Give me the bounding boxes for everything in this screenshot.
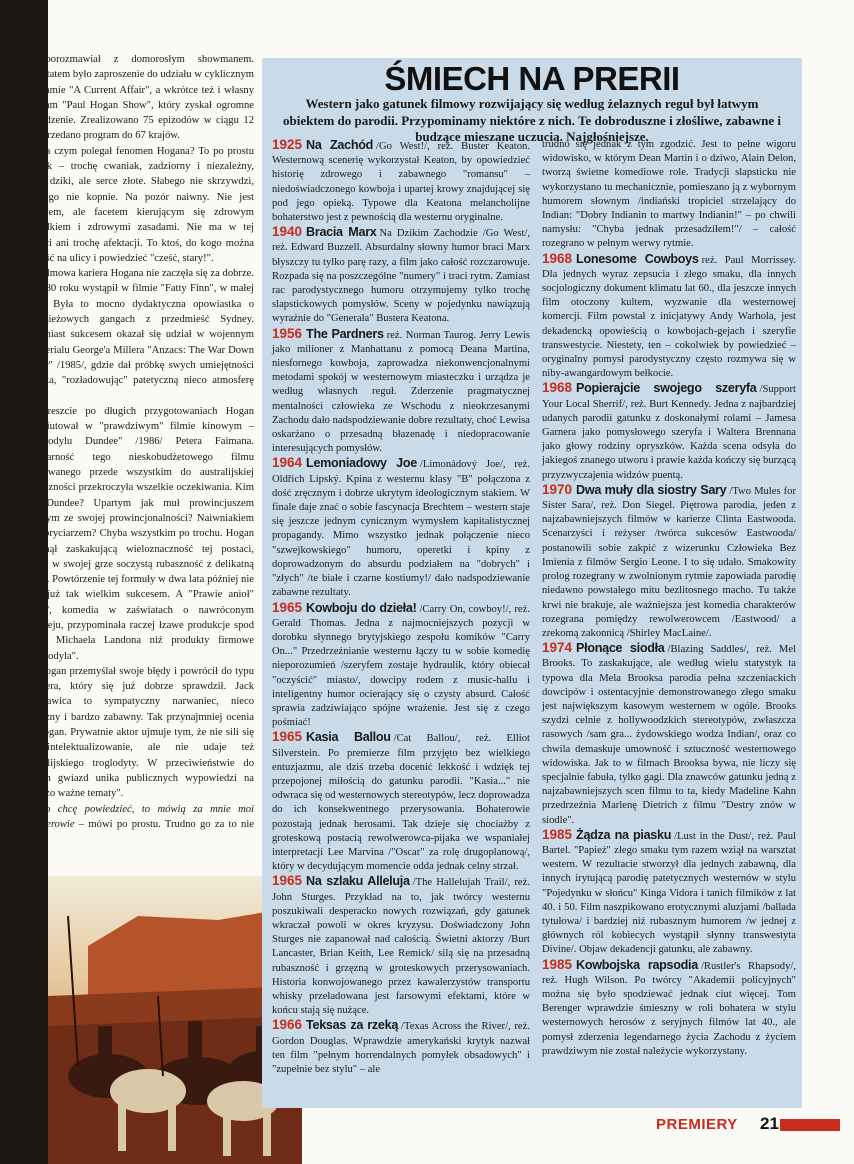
entry-year: 1968 <box>542 250 573 266</box>
article-paragraph: Na czym polegał fenomen Hogana? To po prostu swojak – trochę cwaniak, zadziorny i niezależny, nieco dziki, ale serce złote. Słabego nie skrzywdzi, leżącego nie kopnie. Na pozór naiwny. Nie jest mędrcem, ale facetem kierującym się zdrowym rozsądkiem i zdrowymi zasadami. Nie ma w tej postaci ani trochę afektacji. To ktoś, do kogo można podejść na ulicy i powiedzieć "cześć, stary!". <box>22 145 254 264</box>
entry-text: /Support Your Local Sherrif/, reż. Burt Kennedy. Jedna z najbardziej udanych parodii gatunku z doskonałymi rolami – Jamesa Garnera jako pomysłowego szeryfa i Waltera Brennana jako głowy rodziny opryszków. Każda scena odsyła do jakiegoś znanego utworu i prawie każda kończy się burzącą przyzwyczajenia widzów puentą. <box>542 384 796 481</box>
entry-text: /Two Mules for Sister Sara/, reż. Don Siegel. Piętrowa parodia, jeden z najzabawniejszych filmów w karierze Clinta Eastwooda. Scenarzyści i reżyser /twórca sukcesów Eastwooda/ postanowili sobie zakpić z wizerunku Człowieka Bez Imienia z filmów Sergio Leone. I to się udało. Smakowity prolog rozegrany w zwolnionym rytmie zapowiada parodię niedawno powstałego mitu bezlitosnego macho. Tu także krwi nie brakuje, ale ważniejsza jest komedia charakterów rozegrana pomiędzy rewolwerowcem /Eastwood/ a zrekomą zakonnicą /Shirley MacLaine/. <box>542 485 796 639</box>
entry-title: Na szlaku Alleluja <box>306 874 410 889</box>
entry-title: Teksas za rzeką <box>306 1018 399 1033</box>
entry-title: Kowbojska rapsodia <box>576 957 698 972</box>
entry-text: reż. Norman Taurog. Jerry Lewis jako milioner z Manhattanu z pomocą Deana Martina, niesfornego kowboja, zaprowadza niekonwencjonalnymi metodami spokój w westernowym miasteczku i urządza je według własnych reguł. Zderzenie pragmatycznej mentalności człowieka ze Wschodu z nieokrzesanymi Zachodu dało nadspodziewanie dobre rezultaty, choć Lewisa oskarżano o przesadną błazenadę i niedopracowanie interesujących pomysłów. <box>272 329 531 455</box>
entry-text: /Texas Across the River/, reż. Gordon Douglas. Wprawdzie amerykański krytyk nazwał ten film "pełnym horrendalnych pomyłek obsadowych" i "zupełnie bez stylu" – ale <box>272 1021 530 1075</box>
page-number: 21 <box>760 1114 779 1133</box>
entry-title: Płonące siodła <box>576 641 665 656</box>
entry-title: Popierajcie swojego szeryfa <box>576 381 757 396</box>
entry-year: 1925 <box>272 137 303 152</box>
entry-title: Bracia Marx <box>306 225 377 240</box>
film-entry <box>542 958 796 1059</box>
entry-year: 1968 <box>542 380 573 396</box>
entry-year: 1965 <box>272 873 303 889</box>
entry-year: 1965 <box>272 599 303 615</box>
entry-text: /Carry On, cowboy!/, reż. Gerald Thomas. Jedna z najmocniejszych pozycji w dorobku słynnego brytyjskiego zespołu komików "Carry On..." Przedrzeźnianie westernu łączy tu w sobie komedię nieporozumień /szeryfem zostaje hydraulik, który obiecał "oczyścić" miasto/, dowcipy rodem z music-hallu i inteligentny humor ocierający się o czysty absurd. Całość sprawia zadziwiająco spójne wrażenie. Jest się z czego pośmiać! <box>272 603 530 729</box>
article-paragraph: Filmowa kariera Hogana nie zaczęła się za dobrze. W 1980 roku wystąpił w filmie "Fatty Finn", w małej rólce. Była to mocno dydaktyczna opowiastka o młodzieżowych gangach z przedmieść Sydney. Natomiast sukcesem okazał się udział w wojennym miniserialu George'a Millera "Anzacs: The War Down Under" /1985/, gdzie dał próbkę swych umiejętności komika, "rozładowując" patetyczną nieco atmosferę filmu. <box>22 268 254 402</box>
article-paragraph: Wreszcie po długich przygotowaniach Hogan zadebiutował w "prawdziwym" filmie kinowym – "Krokodylu Dundee" /1986/ Petera Faimana. Popularność tego nieskobudżetowego filmu skierowanego przede wszystkim do australijskiej publiczności przekroczyła wszelkie oczekiwania. Kim jest Dundee? Upartym jak muł prowincjuszem dumnym ze swojej prowincjonalności? Naiwniakiem czy spryciarzem? Chyba wszystkim po trochu. Hogan osiągnął zaskakującą wieloznaczność tej postaci, łącząc w swojej grze soczystą rubaszność z delikatną ironią. Powtórzenie tej formuły w dwa lata później nie było już tak wielkim sukcesem. A "Prawie anioł" /1990/, komedia w zaświatach o nawróconym złodzieju, przypominała raczej łzawe produkcje spod znaku Michaela Landona niż produkty firmowe "Krokodyla". <box>22 405 254 662</box>
entry-text: /Cat Ballou/, reż. Elliot Silverstein. Po premierze film przyjęto bez wielkiego entuzjazmu, ale dziś trzeba docenić lekkość i wdzięk tej przepojonej miłością do gatunku parodii. "Kasia..." nie odwraca się od westernowych stereotypów, lecz doprowadza do ich konsekwentnego przerysowania. Bohaterowie pozostają jednak herosami. Tak dzieje się chociażby z groteskową postacią rewolwerowca-pijaka we wspaniałej interpretacji Lee Marvina /"Oscar" za rolę drugoplanową/, który w decydującym momencie odda jednak celny strzał. <box>272 733 530 873</box>
entry-title: Żądza na piasku <box>576 827 672 842</box>
entry-text: reż. Paul Morrissey. Dla jednych wyraz zepsucia i złego smaku, dla innych socjologiczny dokument klimatu lat 60., dla jeszcze innych film otoczony kultem, wyzwanie dla westernowej komercji. Film powstał z inicjatywy Andy Warhola, jest dekadencką opowieścią o kowbojach-gejach i szeryfie transwestycie. Niestety, ten – cokolwiek by powiedzieć – oryginalny pomysł parodystyczny często rozmywa się w niby-awangardowym bełkocie. <box>542 254 796 380</box>
entry-continuation: trudno się jednak z tym zgodzić. Jest to pełne wigoru widowisko, w którym Dean Martin i o dziwo, Alain Delon, tworzą świetne komediowe role. Tradycji slapsticku nie wykorzystano tu mechanicznie, pomieszano ją z wybornym humorem słownym /indiański tropiciel strzelający do Indian: "Dobry Indianin to martwy Indianin!" – po chwili namysłu: "Chyba jednak przesadziłem!"/ – całość rozegrano w pełnym werwy rytmie. <box>542 139 796 250</box>
entry-title: Lonesome Cowboys <box>576 251 699 266</box>
film-entry <box>542 641 796 828</box>
entry-year: 1964 <box>272 455 303 471</box>
sidebar-column-left <box>272 138 530 1077</box>
entry-year: 1966 <box>272 1017 303 1033</box>
entry-year: 1970 <box>542 481 573 497</box>
entry-text: /The Hallelujah Trail/, reż. John Sturges. Przykład na to, jak twórcy westernu poszukiwali desperacko nowych rozwiązań, gdy gatunek wkraczał powoli w okres kryzysu. Doświadczony John Sturges nie zapanował nad całością. Świetni aktorzy /Burt Lancaster, Brian Keith, Lee Remick/ silą się na przesadną rubaszność i grzęzną w groteskowych przerysowaniach. Historia konwojowanego przez kawalerzystów transportu whisky przeładowana jest farsowymi efektami, które w końcu stają się nużące. <box>272 877 530 1017</box>
entry-title: Kowboju do dzieła! <box>306 600 417 615</box>
article-paragraph: by porozmawiał z domorosłym showmanem. Rezultatem było zaproszenie do udziału w cyklicznym programie "A Current Affair", a wkrótce też i własny program "Paul Hogan Show", który zyskał ogromne powodzenie. Zrealizowano 75 epizodów w ciągu 12 lat, sprzedano program do 67 krajów. <box>22 54 254 142</box>
entry-text: Na Dzikim Zachodzie /Go West/, reż. Edward Buzzell. Absurdalny słowny humor braci Marx błyszczy tu tylko parę razy, a film jako całość rozczarowuje. Rozpada się na poszczególne "numery" i traci rytm. Zamiast rac parodystycznego humoru otrzymujemy tylko trochę slapstickowych pomysłów. Sceny w pojedynku nawiązują wyraźnie do "Generała" Bustera Keatona. <box>272 228 530 325</box>
article-paragraph: Hogan przemyślał swoje błędy i powrócił do typu bohatera, który się już dobrze sprawdził. Jack Błyskawica to sympatyczny narwaniec, nieco cyniczny i bardzo zabawny. Tak przynajmniej ocenia go Hogan. Prywatnie aktor ujmuje tym, że nie sili się na intelektualizowanie, ale nie udaje też australijskiego troglodyty. W przeciwieństwie do innych gwiazd unika publicznych wypowiedzi na "bardzo ważne tematy". <box>22 665 254 800</box>
entry-text: /Limonádový Joe/, reż. Oldřich Lipský. Kpina z westernu klasy "B" połączona z dość zręcznym i dobrze ukrytym ideologicznym stakiem. W finale daje znać o sobie fascynacja Brechtem – western staje się jeszcze jednym cynicznym wymysłem kapitalistycznej propagandy. Mimo wszystko jednak połączenie nieco "szwejkowskiego" humoru, operetki i kpiny z doprowadzonym do absurdu podziałem na "dobrych" i "złych" /te białe i czarne kostiumy!/ dało nadspodziewanie zabawne rezultaty. <box>272 459 530 599</box>
film-entry <box>272 601 530 731</box>
entry-year: 1965 <box>272 729 303 745</box>
footer-accent-bar <box>780 1119 840 1131</box>
article-column <box>22 52 254 847</box>
article-closing <box>22 802 254 848</box>
film-entry <box>272 225 530 326</box>
film-entry <box>272 456 530 600</box>
sidebar-intro: Western jako gatunek filmowy rozwijający się według żelaznych reguł był łatwym obiektem do parodii. Przypominamy niektóre z nich. Te dobroduszne i złośliwe, zabawne i budzące mieszane uczucia. Najgłośniejsze. <box>283 96 781 144</box>
entry-year: 1956 <box>272 325 303 341</box>
entry-year: 1940 <box>272 224 303 240</box>
entry-text: /Go West!/, reż. Buster Keaton. Westernową scenerię wykorzystał Keaton, by opowiedzieć historię zdrowego i zabawnego "romansu" – niedoświadczonego kowboja i upartej krowy znajdującej się pod jego opieką. Typowe dla Keatona melancholijne bohaterstwo jest z pewnością dla westernu oryginalne. <box>272 141 530 224</box>
film-entry <box>272 874 530 1018</box>
entry-year: 1985 <box>542 826 573 842</box>
entry-year: 1985 <box>542 956 573 972</box>
film-entry <box>542 828 796 958</box>
entry-title: Kasia Ballou <box>306 730 391 745</box>
entry-text: /Blazing Saddles/, reż. Mel Brooks. To zaskakujące, ale według wielu statystyk ta typowa dla Mela Brooksa parodia pełna szczeniackich dowcipów i ostentacyjnie demonstrowanego złego smaku jest największym kasowym westernem w ogóle. Brooks szydzi celnie z hollywoodzkich stereotypów, zwłaszcza rasowych /sam gra... żydowskiego wodza Indian/, oraz co chwila demaskuje umowność i sztuczność westernowego widowiska. Jak to w filmach Brooksa bywa, nie liczy się specjalnie fabuła, tylko gagi. Dla znawców gatunku jedną z najzabawniejszych scen filmu to ta, kiedy Madeline Kahn przedrzeźnia Marlenę Dietrich z filmu "Destry znów w siodle". <box>542 644 796 826</box>
entry-title: The Pardners <box>306 326 384 341</box>
entry-title: Na Zachód <box>306 138 374 152</box>
sidebar-column-right <box>542 138 796 1059</box>
sidebar-title: ŚMIECH NA PRERII <box>384 60 680 97</box>
entry-text: /Lust in the Dust/, reż. Paul Bartel. "Papież" złego smaku tym razem wziął na warsztat western. W rezultacie stworzył dla jednych zabawną, dla innych irytującą parodię patetycznych westernów w stylu "Pojedynku w słońcu" Kinga Vidora i tanich filmików z lat 40. i 50. Film naszpikowano erotycznymi aluzjami /ballada tytułowa/ i bardziej niż rubasznym humorem /w jednej z głównych ról kobiecych wystąpił słynny transwestyta Divine/. Objaw dekadencji gatunku, ale zabawny. <box>542 830 796 956</box>
film-entry <box>272 1018 530 1077</box>
film-entry <box>542 252 796 382</box>
magazine-name: PREMIERY <box>656 1116 738 1133</box>
film-entry <box>272 730 530 874</box>
entry-year: 1974 <box>542 640 573 656</box>
entry-title: Dwa muły dla siostry Sary <box>576 482 727 497</box>
entry-text: /Rustler's Rhapsody/, reż. Hugh Wilson. Po twórcy "Akademii policyjnych" można się było spodziewać jednak ciut więcej. Tom Berenger wprawdzie śmieszny w roli bohatera w stylu westernowych herosów z seryjnych filmów lat 40., ale pomysł zderzenia legendarnego życia Zachodu z życiem prawdziwym nie został należycie wykorzystany. <box>542 960 796 1057</box>
film-entry <box>542 381 796 482</box>
film-entry <box>542 483 796 641</box>
closing-quote: Co chcę powiedzieć, to mówią za mnie moi bohaterowie <box>22 803 254 830</box>
closing-rest: – mówi po prostu. Trudno go za to nie cenić. <box>22 818 254 846</box>
film-entry <box>272 138 530 225</box>
film-entry <box>272 327 530 457</box>
entry-title: Lemoniadowy Joe <box>306 456 417 471</box>
